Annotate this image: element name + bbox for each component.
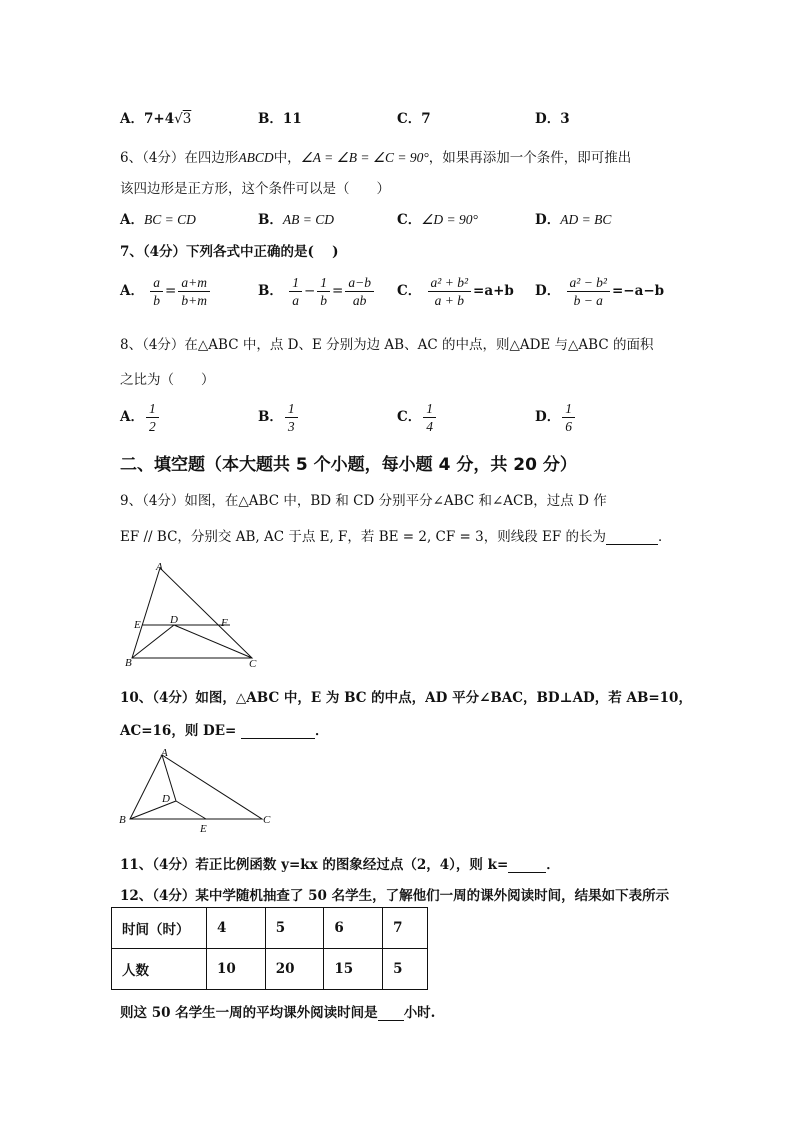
q5-option-c: C．7 [397, 111, 431, 127]
q7-option-c: C． $\frac{\text{a² + b²}}{a + b}$ =a+b [397, 275, 514, 308]
q9-label-b: B [125, 657, 132, 669]
q11-answer-blank[interactable] [508, 858, 546, 873]
table-cell: 5 [265, 908, 324, 949]
q10-stem-line1: 10、（4分）如图，△ABC 中，E 为 BC 的中点，AD 平分∠BAC，BD⊥AD，若 AB=10， [120, 690, 692, 706]
q8-stem-line2: 之比为（ ） [120, 372, 215, 388]
table-cell: 5 [383, 949, 428, 990]
q9-label-e: E [134, 619, 141, 631]
q8-option-d: D． $\frac{1}{6}$ [535, 400, 577, 435]
q10-figure [116, 745, 276, 835]
q7-option-b: B． $\frac{1}{a}$ − $\frac{1}{b}$ = $\frac{a-b}{ab}$ [258, 274, 376, 309]
q10-label-d: D [162, 793, 170, 805]
q5-option-b: B．11 [258, 111, 302, 127]
table-row [112, 949, 428, 990]
table-cell: 20 [265, 949, 324, 990]
q12-answer-blank[interactable] [378, 1006, 404, 1021]
table-cell: 时间（时） [112, 908, 207, 949]
q6-option-c: C．∠D = 90° [397, 212, 478, 228]
q9-stem-line2: EF // BC，分别交 AB, AC 于点 E, F，若 BE = 2, CF = 3，则线段 EF 的长为 ． [120, 529, 672, 545]
q7-option-d: D． $\frac{\text{a² − b²}}{b - a}$ =−a−b [535, 275, 665, 308]
q6-stem-line1: 6、（4分）在四边形ABCD中，∠A = ∠B = ∠C = 90°，如果再添加一个条件，即可推出 [120, 150, 632, 166]
q6-option-a: A．BC = CD [120, 212, 196, 228]
q8-option-a: A． $\frac{1}{2}$ [120, 400, 161, 435]
q10-label-a: A [161, 747, 168, 759]
q9-label-c: C [249, 658, 257, 670]
q10-answer-blank[interactable] [241, 724, 315, 739]
q12-followup: 则这 50 名学生一周的平均课外阅读时间是 小时. [120, 1005, 436, 1021]
table-cell: 4 [207, 908, 266, 949]
q11-stem: 11、（4分）若正比例函数 y=kx 的图象经过点（2，4），则 k= ． [120, 857, 560, 873]
q9-label-a: A [156, 561, 163, 573]
q8-option-b: B． $\frac{1}{3}$ [258, 400, 300, 435]
q9-stem-line1: 9、（4分）如图，在△ABC 中，BD 和 CD 分别平分∠ABC 和∠ACB，过点 D 作 [120, 493, 607, 509]
table-cell: 10 [207, 949, 266, 990]
table-cell: 人数 [112, 949, 207, 990]
q9-figure [118, 560, 268, 672]
q10-stem-line2: AC=16，则 DE= ． [120, 723, 329, 739]
q10-label-e: E [200, 823, 207, 835]
q7-option-a: A． $\frac{a}{b}$ = $\frac{a+m}{b+m}$ [120, 274, 212, 309]
q9-label-d: D [170, 614, 178, 626]
q6-stem-line2: 该四边形是正方形，这个条件可以是（ ） [120, 181, 390, 197]
table-cell: 7 [383, 908, 428, 949]
q10-label-b: B [119, 814, 126, 826]
q10-label-c: C [263, 814, 271, 826]
q8-option-c: C． $\frac{1}{4}$ [397, 400, 438, 435]
q6-option-b: B．AB = CD [258, 212, 335, 228]
q12-table [111, 907, 428, 990]
table-cell: 15 [324, 949, 383, 990]
table-cell: 6 [324, 908, 383, 949]
q9-answer-blank[interactable] [606, 530, 658, 545]
q5-option-a: A．7+4√3 [120, 111, 192, 127]
q7-stem: 7、（4分）下列各式中正确的是( ) [120, 244, 339, 260]
q5-option-d: D．3 [535, 111, 570, 127]
q8-stem-line1: 8、（4分）在△ABC 中，点 D、E 分别为边 AB、AC 的中点，则△ADE 与△ABC 的面积 [120, 337, 654, 353]
q12-stem: 12、（4分）某中学随机抽查了 50 名学生，了解他们一周的课外阅读时间，结果如下表所示 [120, 888, 670, 904]
table-row [112, 908, 428, 949]
section-title-fill-in: 二、填空题（本大题共 5 个小题，每小题 4 分，共 20 分） [120, 455, 577, 475]
q9-label-f: F [221, 617, 228, 629]
q6-option-d: D．AD = BC [535, 212, 612, 228]
